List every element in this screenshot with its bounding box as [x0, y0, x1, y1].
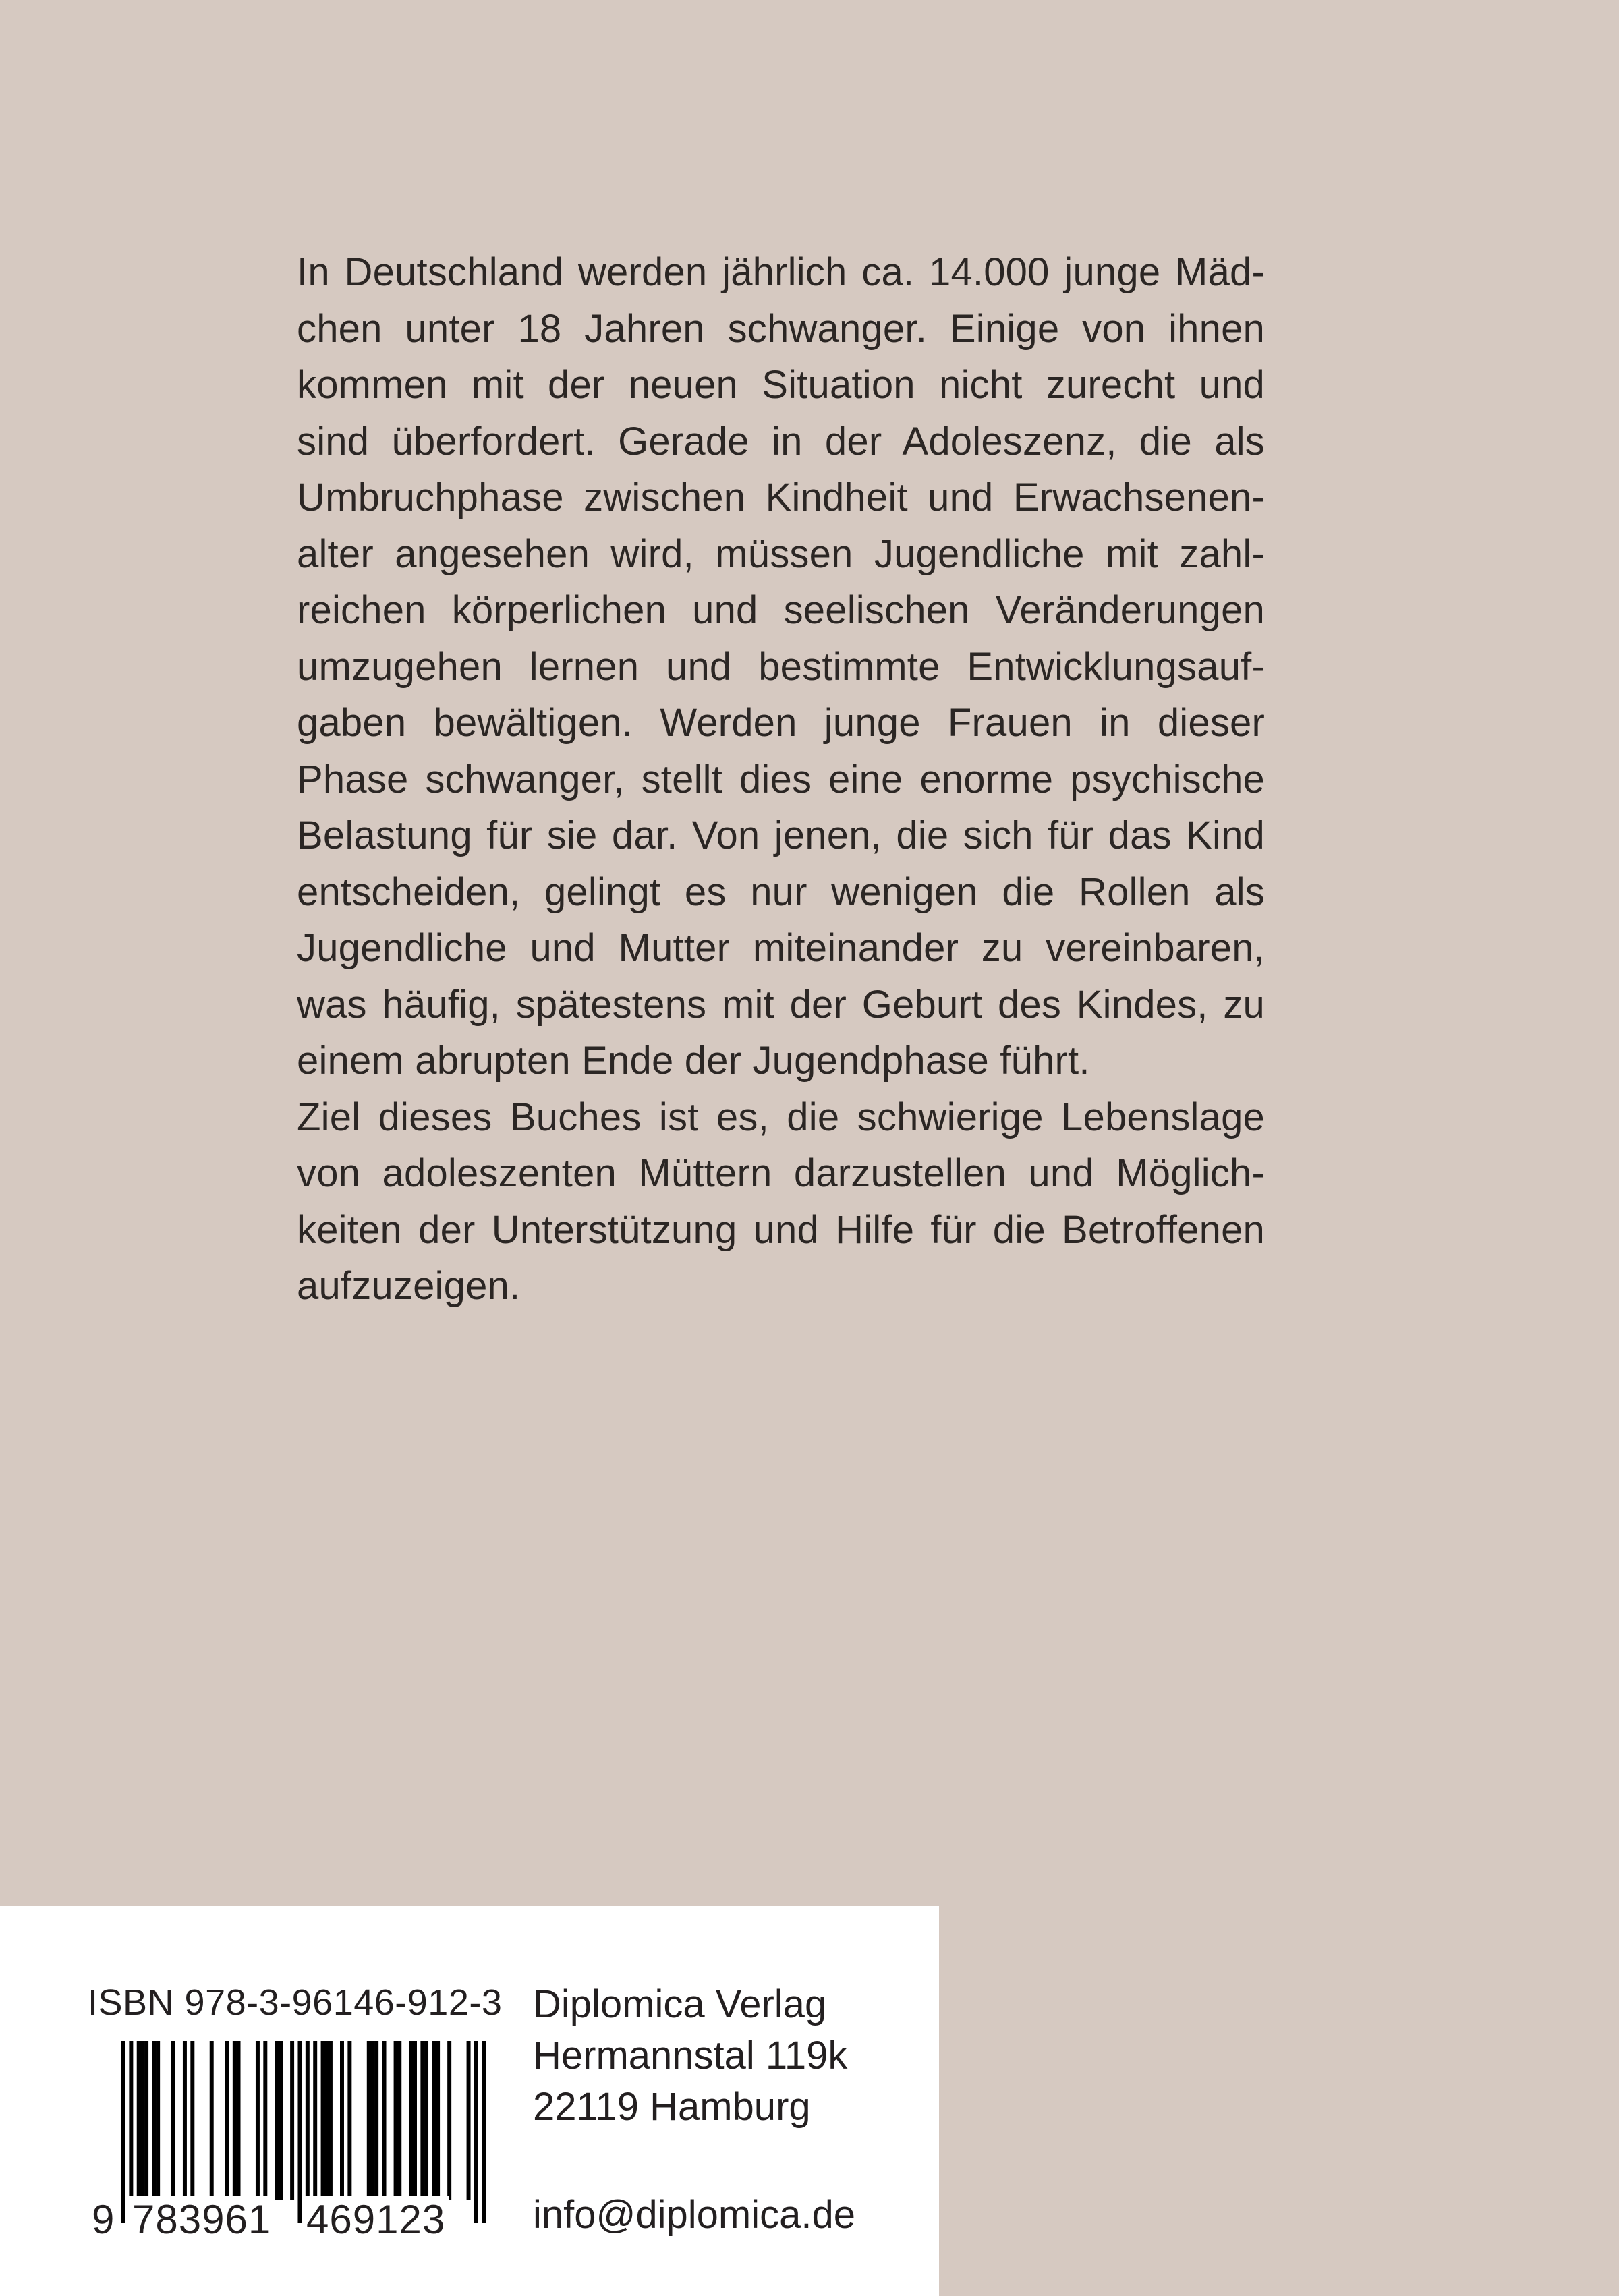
blurb-line: alter angesehen wird, müssen Jugendliche mit zahl-	[297, 532, 1265, 576]
barcode-bar	[225, 2041, 229, 2200]
barcode-bar	[382, 2041, 387, 2200]
blurb-line: sind überfordert. Gerade in der Adoleszenz, die als	[297, 419, 1265, 463]
barcode-bar	[324, 2041, 329, 2200]
barcode-bar	[347, 2041, 351, 2200]
barcode-bar	[290, 2041, 294, 2200]
blurb-line: entscheiden, gelingt es nur wenigen die Rollen als	[297, 869, 1265, 914]
barcode-bar	[329, 2041, 333, 2200]
barcode-bar	[137, 2041, 141, 2200]
barcode-digit-group-1: 783961	[128, 2196, 275, 2243]
barcode-bar	[313, 2041, 317, 2200]
barcode-bar	[275, 2041, 279, 2200]
blurb-line: chen unter 18 Jahren schwanger. Einige von ihnen	[297, 306, 1265, 351]
publisher-name: Diplomica Verlag	[533, 1982, 827, 2026]
blurb-line: reichen körperlichen und seelischen Veränderungen	[297, 588, 1265, 632]
barcode-bar	[256, 2041, 260, 2200]
publisher-street: Hermannstal 119k	[533, 2034, 848, 2077]
barcode-bar	[144, 2041, 148, 2200]
barcode-bar	[237, 2041, 241, 2200]
barcode-bar	[171, 2041, 175, 2200]
barcode-bar	[279, 2041, 283, 2200]
blurb-line: Ziel dieses Buches ist es, die schwierige Lebenslage	[297, 1095, 1265, 1139]
barcode-bar	[397, 2041, 401, 2200]
publisher-email: info@diplomica.de	[533, 2193, 856, 2237]
blurb-line: Phase schwanger, stellt dies eine enorme psychische	[297, 757, 1265, 801]
blurb-line: Belastung für sie dar. Von jenen, die sich für das Kind	[297, 813, 1265, 857]
blurb-line: In Deutschland werden jährlich ca. 14.000 junge Mäd-	[297, 250, 1265, 294]
barcode-bar	[436, 2041, 440, 2200]
barcode-bar	[152, 2041, 156, 2200]
barcode-bar	[420, 2041, 424, 2200]
barcode-lead-digit: 9	[88, 2196, 119, 2243]
barcode-bar	[233, 2041, 237, 2200]
barcode-bar	[367, 2041, 371, 2200]
barcode-bar	[263, 2041, 267, 2200]
blurb-text	[297, 244, 1265, 1315]
blurb-line: gaben bewältigen. Werden junge Frauen in dieser	[297, 701, 1265, 745]
barcode-bar	[424, 2041, 428, 2200]
barcode-bar	[321, 2041, 325, 2200]
barcode-bar	[432, 2041, 436, 2200]
barcode-digit-group-2: 469123	[302, 2196, 449, 2243]
barcode-bar	[190, 2041, 194, 2200]
blurb-line: was häufig, spätestens mit der Geburt des Kindes, zu	[297, 982, 1265, 1027]
blurb-line: Umbruchphase zwischen Kindheit und Erwachsenen-	[297, 476, 1265, 519]
barcode-bar	[183, 2041, 187, 2200]
blurb-line: kommen mit der neuen Situation nicht zurecht und	[297, 363, 1265, 407]
barcode-bar	[409, 2041, 413, 2200]
publisher-city: 22119 Hamburg	[533, 2085, 811, 2129]
barcode-bar	[156, 2041, 160, 2200]
barcode-bar	[413, 2041, 417, 2200]
imprint-box	[0, 1906, 939, 2296]
barcode-bar	[374, 2041, 378, 2200]
barcode-bar	[467, 2041, 471, 2200]
blurb-line: umzugehen lernen und bestimmte Entwicklungsauf-	[297, 644, 1265, 689]
blurb-line: Jugendliche und Mutter miteinander zu vereinbaren,	[297, 926, 1265, 970]
barcode-bar	[394, 2041, 398, 2200]
barcode-bar	[140, 2041, 144, 2200]
barcode-bar	[210, 2041, 214, 2200]
barcode-bar	[340, 2041, 344, 2200]
barcode-digits	[88, 2196, 492, 2257]
isbn-label: ISBN 978-3-96146-912-3	[88, 1982, 503, 2023]
barcode-bar	[447, 2041, 451, 2200]
blurb-line: von adoleszenten Müttern darzustellen und Möglich-	[297, 1151, 1265, 1195]
blurb-line: keiten der Unterstützung und Hilfe für die Betroffenen	[297, 1207, 1265, 1252]
publisher-address	[533, 1979, 847, 2133]
barcode-bar	[370, 2041, 374, 2200]
blurb-line: aufzuzeigen.	[297, 1264, 521, 1308]
blurb-line: einem abrupten Ende der Jugendphase führt.	[297, 1039, 1090, 1083]
